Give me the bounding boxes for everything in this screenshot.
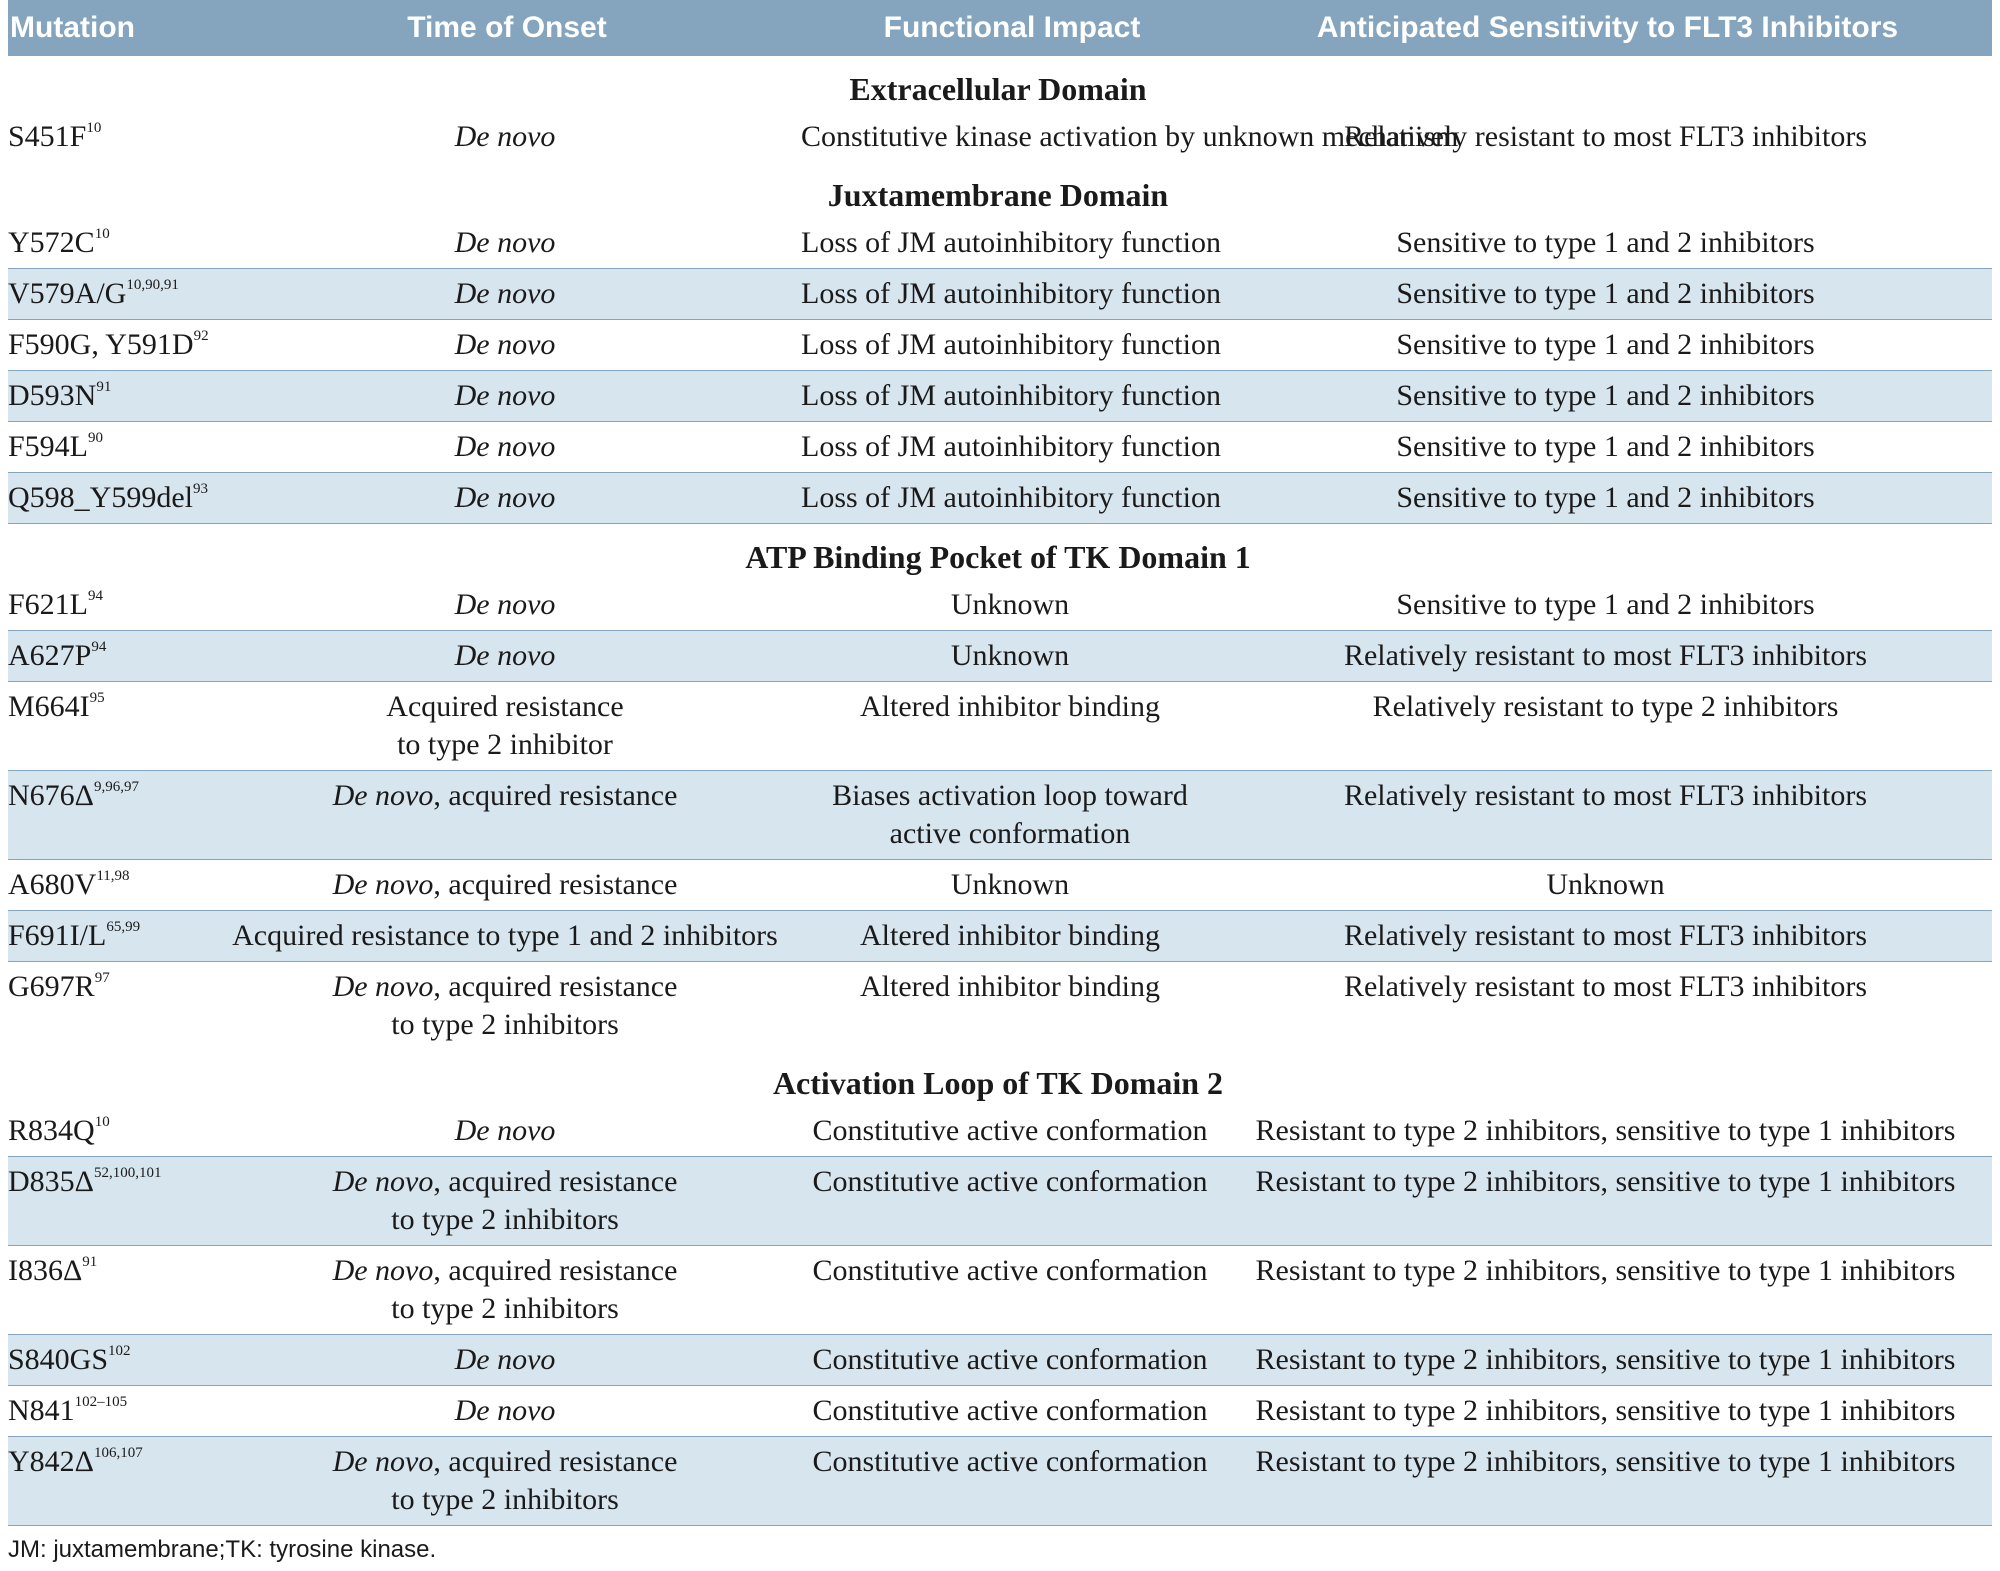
- mutation-name: N841: [8, 1394, 75, 1427]
- onset-italic: De novo: [454, 379, 556, 412]
- reference-superscript: 93: [192, 481, 208, 497]
- onset-cell: [213, 371, 801, 422]
- table-footnote: JM: juxtamembrane;TK: tyrosine kinase.: [8, 1536, 437, 1563]
- header-time-of-onset: Time of Onset: [213, 0, 801, 56]
- table-row: [8, 112, 1992, 162]
- mutation-name: V579A/G: [8, 277, 127, 310]
- impact-cell: [801, 771, 1223, 860]
- reference-superscript: 10: [94, 1114, 110, 1130]
- header-functional-impact: Functional Impact: [801, 0, 1223, 56]
- reference-superscript: 9,96,97: [93, 779, 139, 795]
- impact-cell: [801, 320, 1223, 371]
- impact-cell: [801, 580, 1223, 631]
- onset-text: , acquired resistance: [433, 1165, 678, 1198]
- impact-cell: [801, 631, 1223, 682]
- table-row: [8, 473, 1992, 524]
- reference-superscript: 94: [88, 588, 104, 604]
- mutation-cell: [8, 1335, 213, 1386]
- impact-cell: [801, 269, 1223, 320]
- mutation-cell: [8, 911, 213, 962]
- impact-cell: [801, 682, 1223, 771]
- impact-cell: [801, 1386, 1223, 1437]
- sensitivity-cell: Sensitive to type 1 and 2 inhibitors: [1223, 269, 1992, 320]
- table-row: [8, 320, 1992, 371]
- onset-italic: De novo: [332, 970, 434, 1003]
- onset-cell: [213, 771, 801, 860]
- mutation-name: N676Δ: [8, 779, 94, 812]
- onset-italic: De novo: [454, 639, 556, 672]
- onset-italic: De novo: [454, 1343, 556, 1376]
- onset-text-line2: to type 2 inhibitor: [397, 728, 613, 761]
- reference-superscript: 102: [108, 1343, 131, 1359]
- onset-text-line2: to type 2 inhibitors: [391, 1203, 619, 1236]
- mutation-name: D835Δ: [8, 1165, 94, 1198]
- impact-cell: [801, 1106, 1223, 1157]
- onset-cell: [213, 1335, 801, 1386]
- onset-cell: [213, 860, 801, 911]
- impact-text: Unknown: [950, 639, 1070, 672]
- table-row: [8, 422, 1992, 473]
- onset-text: , acquired resistance: [433, 1254, 678, 1287]
- onset-text: , acquired resistance: [433, 1445, 678, 1478]
- onset-cell: [213, 422, 801, 473]
- mutation-name: Y572C: [8, 226, 95, 259]
- onset-italic: De novo: [454, 328, 556, 361]
- table-row: [8, 1386, 1992, 1437]
- reference-superscript: 10,90,91: [126, 277, 179, 293]
- mutation-cell: [8, 1386, 213, 1437]
- impact-cell: [801, 1437, 1223, 1526]
- section-title: Activation Loop of TK Domain 2: [772, 1065, 1224, 1101]
- sensitivity-cell: Relatively resistant to most FLT3 inhibitors: [1223, 631, 1992, 682]
- header-anticipated-sensitivity: Anticipated Sensitivity to FLT3 Inhibitors: [1223, 0, 1992, 56]
- onset-italic: De novo: [332, 868, 434, 901]
- impact-text: Altered inhibitor binding: [860, 970, 1160, 1003]
- sensitivity-cell: Relatively resistant to most FLT3 inhibitors: [1223, 771, 1992, 860]
- impact-cell: [801, 218, 1223, 269]
- onset-italic: De novo: [332, 779, 434, 812]
- sensitivity-cell: Resistant to type 2 inhibitors, sensitive to type 1 inhibitors: [1223, 1335, 1992, 1386]
- mutation-cell: [8, 1246, 213, 1335]
- onset-italic: De novo: [454, 1114, 556, 1147]
- reference-superscript: 10: [86, 120, 102, 136]
- onset-italic: De novo: [332, 1165, 434, 1198]
- mutation-cell: [8, 580, 213, 631]
- impact-cell: [801, 860, 1223, 911]
- mutation-name: S840GS: [8, 1343, 109, 1376]
- impact-text: Constitutive active conformation: [812, 1114, 1208, 1147]
- section-heading-row: [8, 162, 1992, 218]
- table-row: [8, 269, 1992, 320]
- impact-text: Unknown: [950, 868, 1070, 901]
- mutation-cell: [8, 112, 213, 162]
- reference-superscript: 106,107: [93, 1445, 143, 1461]
- table-row: [8, 860, 1992, 911]
- onset-italic: De novo: [454, 120, 556, 153]
- onset-cell: [213, 631, 801, 682]
- onset-cell: [213, 218, 801, 269]
- impact-text: Biases activation loop toward: [832, 779, 1188, 812]
- impact-cell: [801, 371, 1223, 422]
- table-row: [8, 962, 1992, 1051]
- onset-cell: [213, 473, 801, 524]
- onset-cell: [213, 112, 801, 162]
- table-row: [8, 1157, 1992, 1246]
- sensitivity-cell: Relatively resistant to most FLT3 inhibitors: [1343, 120, 1868, 153]
- onset-cell: [213, 320, 801, 371]
- mutation-name: D593N: [8, 379, 97, 412]
- impact-cell: [801, 962, 1223, 1051]
- onset-italic: De novo: [454, 226, 556, 259]
- onset-italic: De novo: [454, 277, 556, 310]
- flt3-mutation-table: [8, 0, 1992, 1526]
- mutation-name: Y842Δ: [8, 1445, 94, 1478]
- onset-text: , acquired resistance: [433, 970, 678, 1003]
- onset-italic: De novo: [454, 1394, 556, 1427]
- table-row: [8, 218, 1992, 269]
- onset-cell: [213, 911, 801, 962]
- reference-superscript: 92: [193, 328, 209, 344]
- onset-italic: De novo: [454, 588, 556, 621]
- mutation-name: F590G, Y591D: [8, 328, 194, 361]
- impact-text: Loss of JM autoinhibitory function: [801, 379, 1221, 412]
- onset-cell: [213, 1246, 801, 1335]
- onset-text: , acquired resistance: [433, 868, 678, 901]
- mutation-cell: [8, 371, 213, 422]
- impact-text: Altered inhibitor binding: [860, 690, 1160, 723]
- reference-superscript: 91: [82, 1254, 98, 1270]
- mutation-cell: [8, 860, 213, 911]
- sensitivity-cell: Resistant to type 2 inhibitors, sensitive to type 1 inhibitors: [1255, 1114, 1956, 1147]
- table-page: [8, 0, 1992, 1564]
- table-row: [8, 1106, 1992, 1157]
- onset-text-line2: to type 2 inhibitors: [391, 1292, 619, 1325]
- section-heading-row: [8, 524, 1992, 581]
- onset-cell: [213, 1386, 801, 1437]
- reference-superscript: 10: [94, 226, 110, 242]
- mutation-cell: [8, 682, 213, 771]
- impact-text: Loss of JM autoinhibitory function: [801, 481, 1221, 514]
- impact-text: Loss of JM autoinhibitory function: [801, 430, 1221, 463]
- onset-text: , acquired resistance: [433, 779, 678, 812]
- impact-text: Constitutive active conformation: [812, 1394, 1208, 1427]
- section-heading-row: [8, 56, 1992, 112]
- impact-text: Unknown: [950, 588, 1070, 621]
- reference-superscript: 102–105: [74, 1394, 128, 1410]
- sensitivity-cell: Sensitive to type 1 and 2 inhibitors: [1223, 371, 1992, 422]
- onset-cell: [213, 1157, 801, 1246]
- impact-text: active conformation: [889, 817, 1131, 850]
- onset-italic: De novo: [332, 1254, 434, 1287]
- reference-superscript: 91: [96, 379, 112, 395]
- onset-cell: [213, 682, 801, 771]
- table-row: [8, 682, 1992, 771]
- impact-cell: [801, 1246, 1223, 1335]
- table-row: [8, 911, 1992, 962]
- table-row: [8, 371, 1992, 422]
- sensitivity-cell: Resistant to type 2 inhibitors, sensitive to type 1 inhibitors: [1223, 1437, 1992, 1526]
- impact-text: Altered inhibitor binding: [860, 919, 1160, 952]
- section-title: Juxtamembrane Domain: [827, 177, 1169, 213]
- mutation-name: S451F: [8, 120, 87, 153]
- sensitivity-cell: Sensitive to type 1 and 2 inhibitors: [1223, 473, 1992, 524]
- impact-text: Constitutive kinase activation by unknown mechanism: [801, 120, 1459, 153]
- reference-superscript: 95: [89, 690, 105, 706]
- mutation-name: I836Δ: [8, 1254, 83, 1287]
- reference-superscript: 90: [88, 430, 104, 446]
- reference-superscript: 97: [94, 970, 110, 986]
- mutation-cell: [8, 320, 213, 371]
- mutation-name: F621L: [8, 588, 89, 621]
- reference-superscript: 94: [91, 639, 107, 655]
- table-row: [8, 580, 1992, 631]
- mutation-name: F691I/L: [8, 919, 107, 952]
- mutation-name: Q598_Y599del: [8, 481, 193, 514]
- mutation-cell: [8, 1106, 213, 1157]
- impact-text: Constitutive active conformation: [812, 1254, 1208, 1287]
- impact-text: Constitutive active conformation: [812, 1165, 1208, 1198]
- mutation-cell: [8, 631, 213, 682]
- sensitivity-cell: Relatively resistant to most FLT3 inhibitors: [1343, 970, 1868, 1003]
- mutation-cell: [8, 771, 213, 860]
- table-row: [8, 1246, 1992, 1335]
- impact-text: Constitutive active conformation: [812, 1343, 1208, 1376]
- sensitivity-cell: Relatively resistant to most FLT3 inhibitors: [1223, 911, 1992, 962]
- mutation-cell: [8, 962, 213, 1051]
- impact-cell: [801, 1157, 1223, 1246]
- sensitivity-cell: Relatively resistant to type 2 inhibitors: [1372, 690, 1839, 723]
- reference-superscript: 52,100,101: [93, 1165, 162, 1181]
- onset-italic: De novo: [454, 430, 556, 463]
- sensitivity-cell: Resistant to type 2 inhibitors, sensitive to type 1 inhibitors: [1255, 1394, 1956, 1427]
- impact-cell: [801, 911, 1223, 962]
- section-heading-row: [8, 1050, 1992, 1106]
- impact-text: Constitutive active conformation: [812, 1445, 1208, 1478]
- onset-cell: [213, 962, 801, 1051]
- mutation-name: G697R: [8, 970, 95, 1003]
- impact-text: Loss of JM autoinhibitory function: [801, 277, 1221, 310]
- sensitivity-cell: Resistant to type 2 inhibitors, sensitive to type 1 inhibitors: [1223, 1157, 1992, 1246]
- section-title: ATP Binding Pocket of TK Domain 1: [745, 539, 1251, 575]
- table-row: [8, 631, 1992, 682]
- impact-text: Loss of JM autoinhibitory function: [801, 328, 1221, 361]
- onset-cell: [213, 1106, 801, 1157]
- mutation-cell: [8, 1157, 213, 1246]
- mutation-name: A627P: [8, 639, 92, 672]
- mutation-name: M664I: [8, 690, 90, 723]
- section-title: Extracellular Domain: [849, 71, 1147, 107]
- mutation-cell: [8, 422, 213, 473]
- sensitivity-cell: Sensitive to type 1 and 2 inhibitors: [1396, 226, 1815, 259]
- onset-text-line2: to type 2 inhibitors: [391, 1008, 619, 1041]
- impact-cell: [801, 473, 1223, 524]
- onset-cell: [213, 1437, 801, 1526]
- sensitivity-cell: Unknown: [1546, 868, 1665, 901]
- onset-cell: [213, 580, 801, 631]
- mutation-cell: [8, 473, 213, 524]
- mutation-name: R834Q: [8, 1114, 95, 1147]
- sensitivity-cell: Sensitive to type 1 and 2 inhibitors: [1396, 430, 1815, 463]
- mutation-name: A680V: [8, 868, 97, 901]
- mutation-cell: [8, 218, 213, 269]
- mutation-cell: [8, 269, 213, 320]
- impact-cell: [801, 112, 1459, 162]
- table-body: [8, 56, 1992, 1526]
- table-row: [8, 1335, 1992, 1386]
- onset-text: Acquired resistance: [386, 690, 624, 723]
- table-row: [8, 1437, 1992, 1526]
- header-mutation: Mutation: [8, 0, 213, 56]
- reference-superscript: 11,98: [96, 868, 130, 884]
- onset-text-line2: to type 2 inhibitors: [391, 1483, 619, 1516]
- onset-italic: De novo: [332, 1445, 434, 1478]
- onset-italic: De novo: [454, 481, 556, 514]
- sensitivity-cell: Resistant to type 2 inhibitors, sensitive to type 1 inhibitors: [1255, 1254, 1956, 1287]
- mutation-cell: [8, 1437, 213, 1526]
- table-row: [8, 771, 1992, 860]
- table-header: [8, 0, 1992, 56]
- sensitivity-cell: Sensitive to type 1 and 2 inhibitors: [1396, 328, 1815, 361]
- reference-superscript: 65,99: [106, 919, 141, 935]
- mutation-name: F594L: [8, 430, 89, 463]
- onset-cell: [213, 269, 801, 320]
- sensitivity-cell: Sensitive to type 1 and 2 inhibitors: [1396, 588, 1815, 621]
- impact-cell: [801, 422, 1223, 473]
- onset-text: Acquired resistance to type 1 and 2 inhibitors: [232, 919, 778, 952]
- impact-text: Loss of JM autoinhibitory function: [801, 226, 1221, 259]
- impact-cell: [801, 1335, 1223, 1386]
